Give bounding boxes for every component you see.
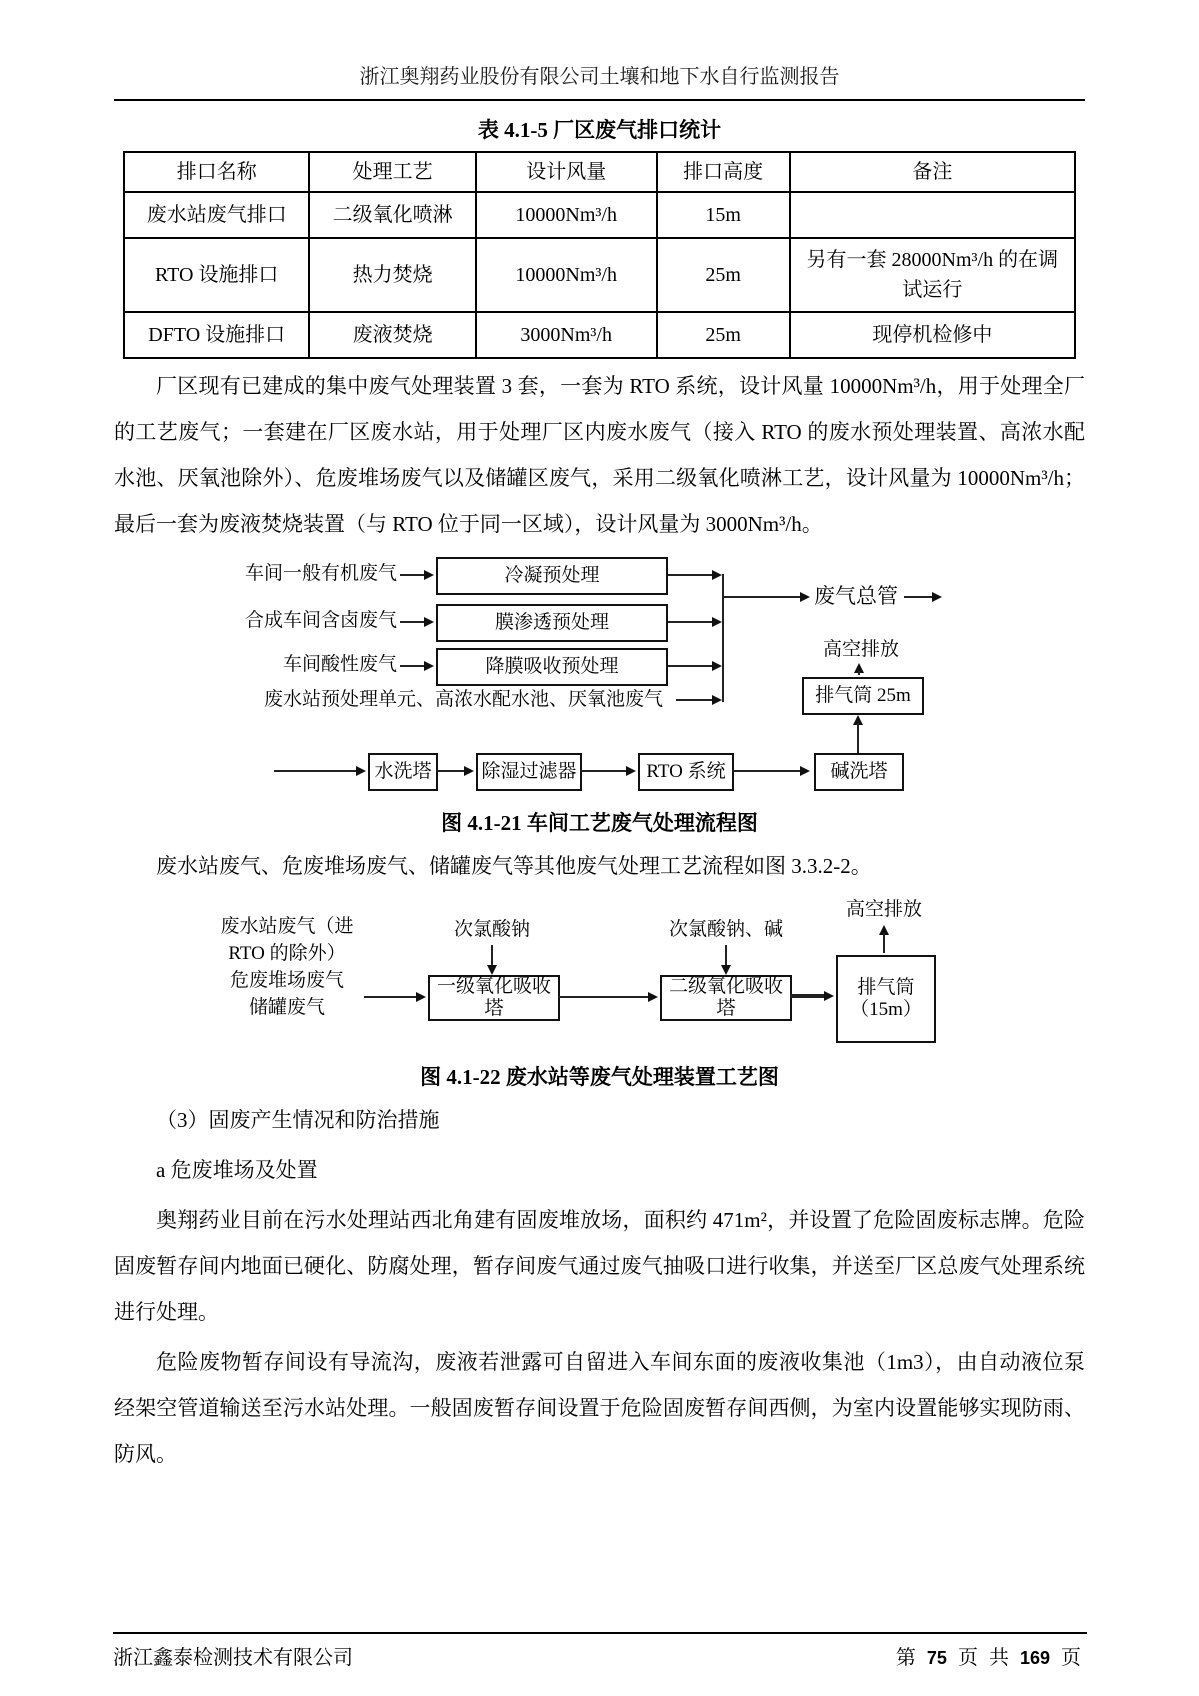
flow-box-stack-25m: 排气筒 25m — [802, 677, 924, 715]
flow-discharge-label: 高空排放 — [845, 899, 922, 920]
connector-line — [668, 665, 712, 667]
page-footer — [113, 1641, 1087, 1670]
connector-line — [400, 574, 426, 576]
header-cell-outlet: 排口名称 — [124, 152, 309, 192]
flow-input-line: RTO 的除外） — [228, 943, 346, 964]
figure-1-caption: 图 4.1-21 车间工艺废气处理流程图 — [441, 811, 758, 835]
header-cell-process: 处理工艺 — [309, 152, 475, 192]
connector-line — [400, 621, 426, 623]
header-rule — [114, 99, 1085, 101]
table-cell: 15m — [657, 192, 790, 238]
stack-label-line: 排气筒 — [857, 977, 915, 998]
flow-box-membrane: 膜渗透预处理 — [436, 604, 668, 642]
flow-input-label-group — [212, 913, 362, 1021]
section-heading-3: （3）固废产生情况和防治措施 — [156, 1108, 440, 1132]
flow-input-label: 车间酸性废气 — [282, 654, 397, 675]
header-cell-airflow: 设计风量 — [476, 152, 657, 192]
flow-discharge-label: 高空排放 — [822, 639, 899, 660]
table-row — [124, 238, 1075, 312]
connector-line — [858, 671, 860, 675]
paragraph-solid-waste-yard: 奥翔药业目前在污水处理站西北角建有固废堆放场，面积约 471m²，并设置了危险固废标志牌。危险固废暂存间内地面已硬化、防腐处理，暂存间废气通过废气抽吸口进行收集，并送至厂区总废气处理系统进行处理。 — [114, 1208, 1085, 1324]
figure-1-flow-diagram — [124, 553, 1085, 799]
flow-box-stack-15m — [836, 955, 936, 1043]
table-cell: 25m — [657, 238, 790, 312]
arrow-right-icon — [424, 661, 434, 671]
paragraph-hazardous-waste-storage: 危险废物暂存间设有导流沟，废液若泄露可自留进入车间东面的废液收集池（1m3），由自动液位泵经架空管道输送至污水站处理。一般固废暂存间设置于危险固废暂存间西侧，为室内设置能够实现防雨、防风。 — [114, 1350, 1085, 1466]
page-info-prefix: 第 — [895, 1647, 916, 1669]
table-row — [124, 312, 1075, 358]
flow-main-duct-label: 废气总管 — [814, 584, 898, 608]
figure-2-caption: 图 4.1-22 废水站等废气处理装置工艺图 — [420, 1065, 779, 1089]
flow-input-label: 废水站预处理单元、高浓水配水池、厌氧池废气 — [264, 689, 664, 710]
flow-box-water-scrubber: 水洗塔 — [368, 753, 438, 791]
header-cell-remark: 备注 — [790, 152, 1075, 192]
arrow-down-icon — [487, 965, 497, 975]
arrow-right-icon — [712, 570, 722, 580]
table-cell: 3000Nm³/h — [476, 312, 657, 358]
table-row — [124, 192, 1075, 238]
flow-box-alkali-scrubber: 碱洗塔 — [814, 753, 904, 791]
flow-input-line: 危废堆场废气 — [229, 970, 344, 991]
flow-box-falling-film: 降膜吸收预处理 — [436, 648, 668, 686]
footer-page-info — [896, 1641, 1087, 1670]
table-cell: 热力焚烧 — [309, 238, 475, 312]
table-cell: 废液焚烧 — [309, 312, 475, 358]
arrow-right-icon — [416, 992, 426, 1002]
connector-line — [580, 770, 626, 772]
table-cell: 10000Nm³/h — [476, 238, 657, 312]
connector-line — [274, 770, 356, 772]
connector-line — [725, 945, 727, 965]
flow-input-label: 合成车间含卤废气 — [244, 610, 397, 631]
table-cell — [790, 192, 1075, 238]
page-info-unit: 页 — [957, 1647, 978, 1669]
arrow-right-icon — [932, 592, 942, 602]
connector-line — [436, 770, 464, 772]
connector-line — [668, 574, 712, 576]
table-cell: 现停机检修中 — [790, 312, 1075, 358]
table-caption: 表 4.1-5 厂区废气排口统计 — [477, 118, 722, 142]
table-cell: RTO 设施排口 — [124, 238, 309, 312]
footer-company: 浙江鑫泰检测技术有限公司 — [113, 1647, 353, 1669]
arrow-right-icon — [424, 570, 434, 580]
table-cell: 25m — [657, 312, 790, 358]
footer-rule — [113, 1632, 1087, 1634]
table-cell: DFTO 设施排口 — [124, 312, 309, 358]
figure-2-flow-diagram — [124, 899, 1085, 1047]
connector-line — [904, 596, 932, 598]
paragraph-waste-gas-systems: 厂区现有已建成的集中废气处理装置 3 套，一套为 RTO 系统，设计风量 10000Nm³/h，用于处理全厂的工艺废气；一套建在厂区废水站，用于处理厂区内废水废气（接入 RTO 的废水预处理装置、高浓水配水池、厌氧池除外）、危废堆场废气以及储罐区废气，采用二级氧化喷淋工艺，设计风量为 10000Nm³/h；最后一套为废液焚烧装置（与 RTO 位于同一区域），设计风量为 3000Nm³/h。 — [114, 374, 1085, 536]
page-number-current: 75 — [926, 1648, 947, 1668]
arrow-right-icon — [824, 991, 834, 1001]
arrow-right-icon — [800, 766, 810, 776]
connector-line — [790, 994, 824, 998]
connector-line — [400, 665, 426, 667]
page-info-unit: 页 — [1061, 1647, 1081, 1669]
table-cell: 另有一套 28000Nm³/h 的在调试运行 — [790, 238, 1075, 312]
header-title: 浙江奥翔药业股份有限公司土壤和地下水自行监测报告 — [359, 66, 840, 88]
arrow-right-icon — [648, 992, 658, 1002]
connector-line — [491, 945, 493, 965]
arrow-right-icon — [424, 617, 434, 627]
table-cell: 二级氧化喷淋 — [309, 192, 475, 238]
report-header — [114, 0, 1085, 92]
connector-line — [883, 933, 885, 953]
flow-input-line: 储罐废气 — [248, 997, 325, 1018]
arrow-down-icon — [721, 965, 731, 975]
connector-line — [732, 770, 800, 772]
page-number-total: 169 — [1019, 1648, 1050, 1668]
flow-dosing-label: 次氯酸钠、碱 — [668, 919, 783, 940]
emissions-table — [123, 151, 1076, 359]
connector-line — [722, 574, 724, 702]
flow-box-rto-system: RTO 系统 — [638, 753, 734, 791]
connector-line — [857, 723, 859, 753]
arrow-right-icon — [800, 592, 810, 602]
flow-input-line: 废水站废气（进 — [220, 916, 354, 937]
flow-dosing-label: 次氯酸钠 — [453, 919, 530, 940]
page-info-conj: 共 — [988, 1647, 1009, 1669]
arrow-right-icon — [464, 766, 474, 776]
connector-line — [724, 596, 800, 598]
arrow-right-icon — [712, 617, 722, 627]
stack-label-line: （15m） — [850, 999, 922, 1020]
paragraph-other-waste-gas: 废水站废气、危废堆场废气、储罐废气等其他废气处理工艺流程如图 3.3.2-2。 — [156, 854, 872, 878]
header-cell-height: 排口高度 — [657, 152, 790, 192]
connector-line — [676, 699, 712, 701]
flow-box-condensation: 冷凝预处理 — [436, 557, 668, 595]
subsection-heading-a: a 危废堆场及处置 — [156, 1158, 318, 1182]
connector-line — [364, 996, 416, 998]
arrow-right-icon — [626, 766, 636, 776]
connector-line — [558, 996, 648, 998]
table-cell: 10000Nm³/h — [476, 192, 657, 238]
table-cell: 废水站废气排口 — [124, 192, 309, 238]
flow-input-label: 车间一般有机废气 — [244, 563, 397, 584]
arrow-right-icon — [712, 695, 722, 705]
arrow-right-icon — [356, 766, 366, 776]
connector-line — [668, 621, 712, 623]
flow-box-dehumidifier: 除湿过滤器 — [476, 753, 582, 791]
flow-box-oxidation-tower-1: 一级氧化吸收塔 — [428, 975, 560, 1021]
table-header-row — [124, 152, 1075, 192]
flow-box-oxidation-tower-2: 二级氧化吸收塔 — [660, 975, 792, 1021]
arrow-right-icon — [712, 661, 722, 671]
